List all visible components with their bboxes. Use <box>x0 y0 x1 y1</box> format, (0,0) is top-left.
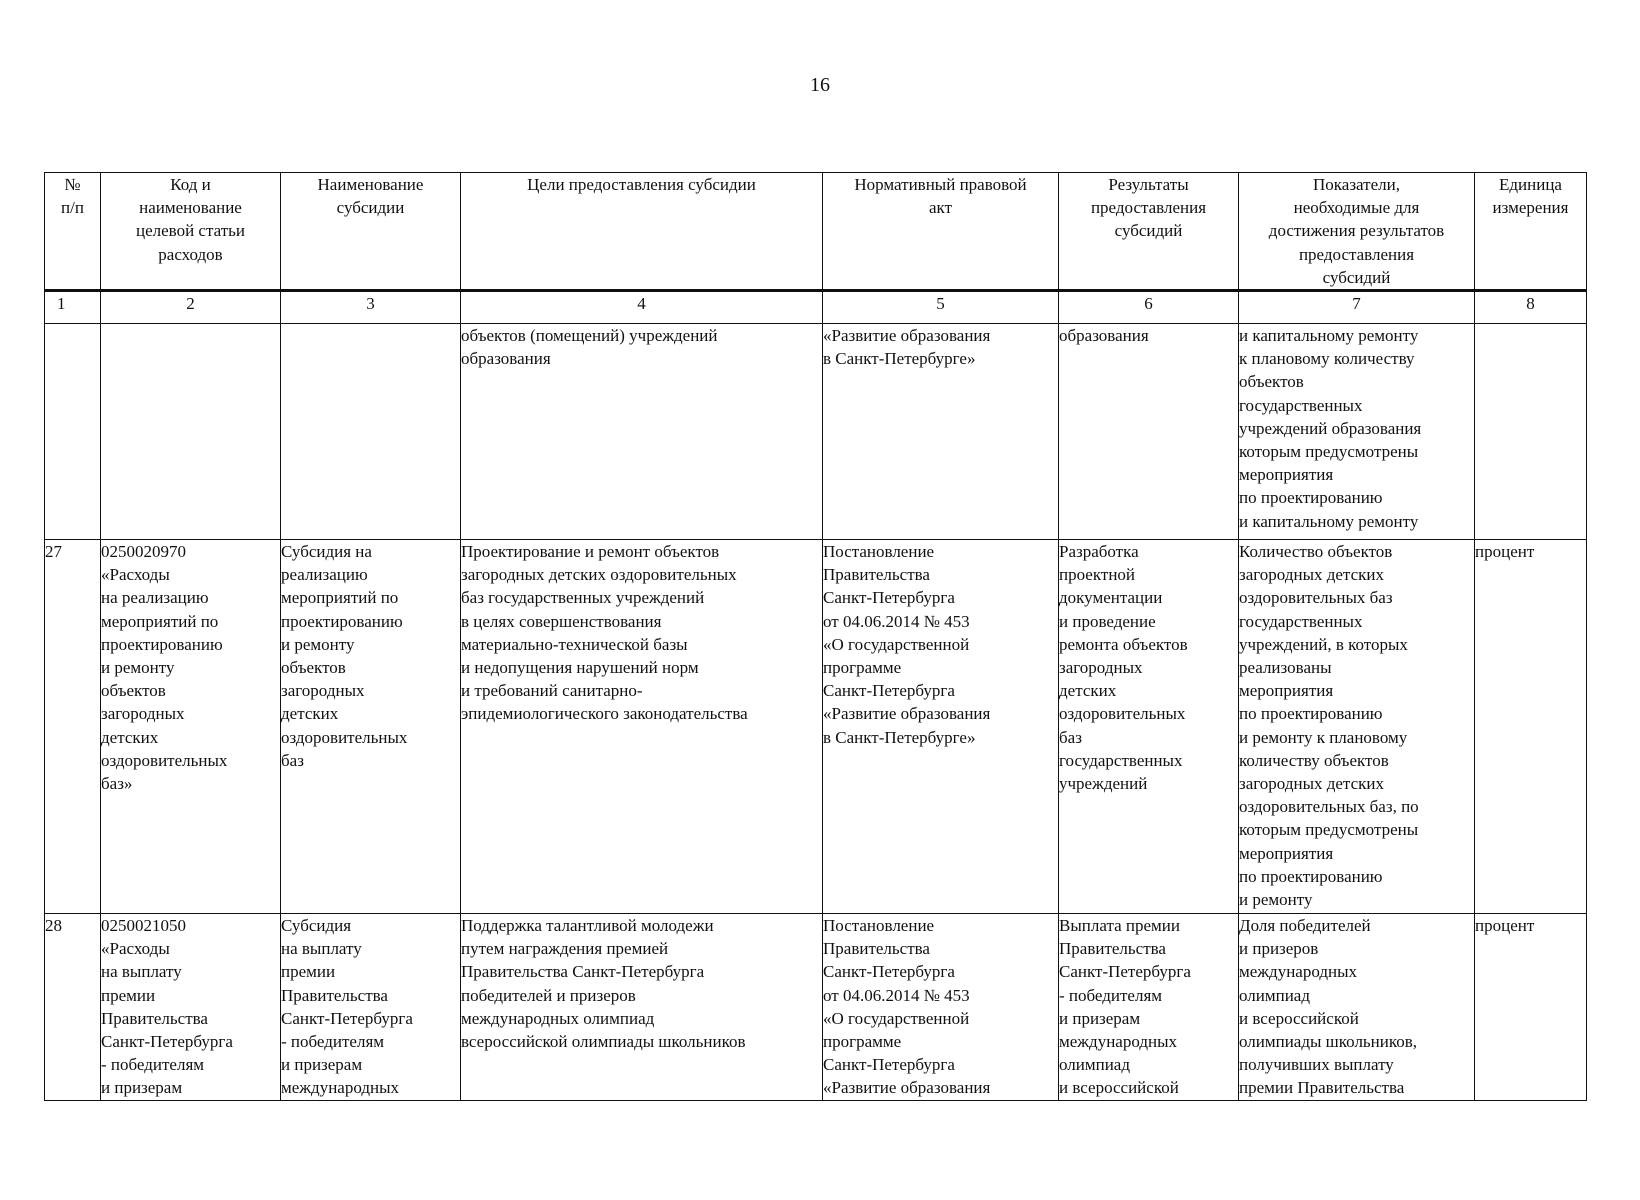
indicator-cell: Количество объектов загородных детских оздоровительных баз государственных учреждений, в которых реализованы мероприятия по проектированию и ремонту к плановому количеству объектов загородных детских оздоровительных баз, по которым предусмотрены мероприятия по проектированию и ремонту <box>1239 540 1475 914</box>
legal-act-cell: «Развитие образования в Санкт-Петербурге» <box>823 324 1059 540</box>
legal-act-cell: Постановление Правительства Санкт-Петербурга от 04.06.2014 № 453 «О государственной программе Санкт-Петербурга «Развитие образования <box>823 914 1059 1101</box>
header-cell: Код и наименование целевой статьи расходов <box>101 173 281 291</box>
result-cell: образования <box>1059 324 1239 540</box>
unit-cell: процент <box>1475 540 1587 914</box>
result-cell: Выплата премии Правительства Санкт-Петербурга - победителям и призерам международных олимпиад и всероссийской <box>1059 914 1239 1101</box>
unit-cell <box>1475 324 1587 540</box>
column-number: 6 <box>1059 291 1239 324</box>
header-cell: Цели предоставления субсидии <box>461 173 823 291</box>
header-cell: № п/п <box>45 173 101 291</box>
table-row <box>45 914 1587 1101</box>
goal-cell: объектов (помещений) учреждений образования <box>461 324 823 540</box>
column-number: 7 <box>1239 291 1475 324</box>
column-number: 3 <box>281 291 461 324</box>
table-row <box>45 324 1587 540</box>
code-cell: 0250021050 «Расходы на выплату премии Правительства Санкт-Петербурга - победителям и призерам <box>101 914 281 1101</box>
header-cell: Наименование субсидии <box>281 173 461 291</box>
header-cell: Результаты предоставления субсидий <box>1059 173 1239 291</box>
goal-cell: Поддержка талантливой молодежи путем награждения премией Правительства Санкт-Петербурга победителей и призеров международных олимпиад всероссийской олимпиады школьников <box>461 914 823 1101</box>
subsidy-name-cell: Субсидия на реализацию мероприятий по проектированию и ремонту объектов загородных детских оздоровительных баз <box>281 540 461 914</box>
column-number-row <box>45 291 1587 324</box>
subsidy-name-cell <box>281 324 461 540</box>
header-cell: Единица измерения <box>1475 173 1587 291</box>
row-number-cell <box>45 324 101 540</box>
column-number: 8 <box>1475 291 1587 324</box>
header-cell: Нормативный правовой акт <box>823 173 1059 291</box>
indicator-cell: и капитальному ремонту к плановому количеству объектов государственных учреждений образования которым предусмотрены мероприятия по проектированию и капитальному ремонту <box>1239 324 1475 540</box>
result-cell: Разработка проектной документации и проведение ремонта объектов загородных детских оздоровительных баз государственных учреждений <box>1059 540 1239 914</box>
indicator-cell: Доля победителей и призеров международных олимпиад и всероссийской олимпиады школьников, получивших выплату премии Правительства <box>1239 914 1475 1101</box>
row-number-cell: 28 <box>45 914 101 1101</box>
subsidy-table <box>44 172 1587 1101</box>
header-cell: Показатели, необходимые для достижения результатов предоставления субсидий <box>1239 173 1475 291</box>
legal-act-cell: Постановление Правительства Санкт-Петербурга от 04.06.2014 № 453 «О государственной программе Санкт-Петербурга «Развитие образования в Санкт-Петербурге» <box>823 540 1059 914</box>
row-number-cell: 27 <box>45 540 101 914</box>
code-cell <box>101 324 281 540</box>
header-row <box>45 173 1587 291</box>
column-number: 2 <box>101 291 281 324</box>
subsidy-name-cell: Субсидия на выплату премии Правительства Санкт-Петербурга - победителям и призерам международных <box>281 914 461 1101</box>
table-row <box>45 540 1587 914</box>
goal-cell: Проектирование и ремонт объектов загородных детских оздоровительных баз государственных учреждений в целях совершенствования материально-технической базы и недопущения нарушений норм и требований санитарно- эпидемиологического законодательства <box>461 540 823 914</box>
unit-cell: процент <box>1475 914 1587 1101</box>
column-number: 5 <box>823 291 1059 324</box>
page-number: 16 <box>810 74 830 96</box>
column-number: 4 <box>461 291 823 324</box>
column-number: 1 <box>45 291 101 324</box>
code-cell: 0250020970 «Расходы на реализацию мероприятий по проектированию и ремонту объектов загородных детских оздоровительных баз» <box>101 540 281 914</box>
